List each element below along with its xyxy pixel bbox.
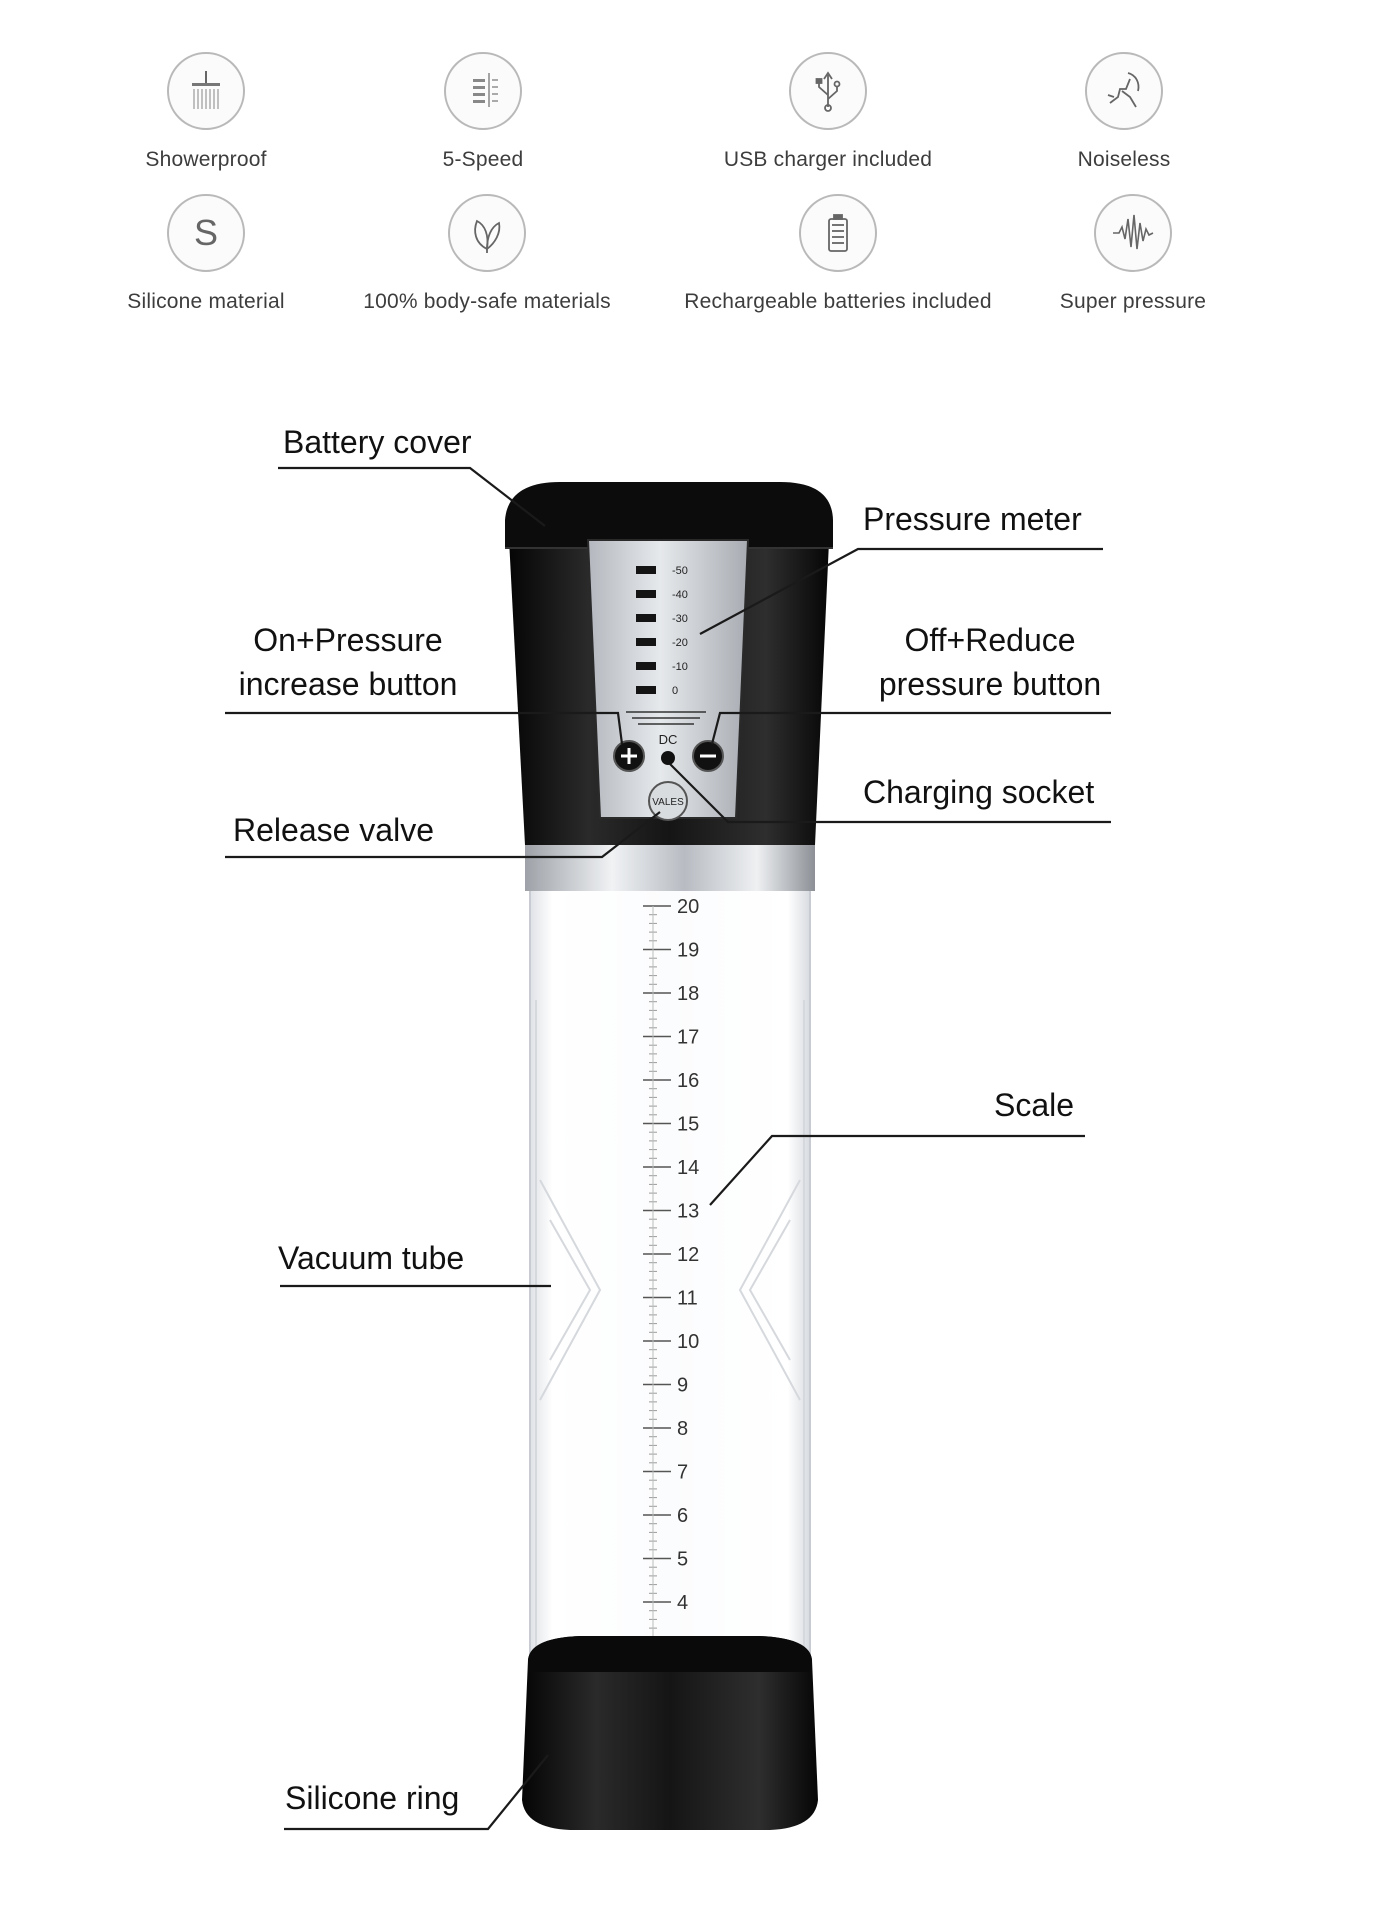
charging-socket[interactable] (661, 751, 675, 765)
svg-text:S: S (193, 212, 219, 253)
callout-charging-socket: Charging socket (863, 774, 1095, 810)
scale-number: 12 (677, 1244, 700, 1266)
scale-number: 19 (677, 939, 700, 962)
meter-label: -40 (672, 589, 688, 601)
meter-bar (636, 686, 656, 694)
feature-label: 100% body-safe materials (363, 290, 611, 313)
scale-number: 4 (677, 1592, 689, 1614)
callout-release-valve: Release valve (233, 812, 434, 848)
scale-number: 15 (677, 1113, 700, 1136)
callout-on-pressure (230, 618, 466, 706)
release-valve[interactable] (649, 782, 687, 820)
meter-bar (636, 590, 656, 598)
scale-number: 11 (677, 1287, 698, 1310)
scale-number: 20 (677, 896, 700, 918)
scale-number: 14 (677, 1157, 700, 1179)
silicone-ring-shape (522, 1636, 818, 1830)
scale-number: 18 (677, 983, 700, 1005)
scale-number: 17 (677, 1026, 700, 1049)
feature-label: Super pressure (1059, 290, 1207, 313)
callout-silicone-ring: Silicone ring (285, 1780, 460, 1816)
scale-number: 10 (677, 1331, 700, 1353)
scale-number: 8 (677, 1418, 689, 1440)
meter-label: -20 (672, 637, 688, 649)
meter-bar (636, 662, 656, 670)
leader-battery-cover (278, 468, 545, 526)
feature-label: Rechargeable batteries included (684, 290, 992, 313)
metal-ring (525, 845, 815, 891)
callout-on-pressure-line2: increase button (238, 666, 458, 702)
minus-button[interactable] (693, 741, 723, 771)
scale-number: 9 (677, 1374, 689, 1397)
callout-on-pressure-line1: On+Pressure (253, 622, 443, 658)
scale-number: 16 (677, 1070, 700, 1092)
callout-off-reduce-line2: pressure button (878, 666, 1102, 702)
callout-battery-cover: Battery cover (283, 424, 472, 460)
meter-bar (636, 566, 656, 574)
meter-bar (636, 614, 656, 622)
plus-button[interactable] (614, 741, 644, 771)
vacuum-tube (530, 888, 810, 1678)
callout-scale: Scale (994, 1087, 1075, 1123)
callout-off-reduce (870, 618, 1110, 706)
dc-label: DC (658, 732, 678, 747)
feature-label: Showerproof (145, 148, 267, 171)
meter-label: -50 (672, 565, 688, 577)
scale-number: 6 (677, 1505, 689, 1527)
valve-label: VALES (652, 797, 684, 808)
meter-label: -10 (672, 661, 688, 673)
scale-number: 13 (677, 1200, 700, 1223)
callout-pressure-meter: Pressure meter (863, 501, 1082, 537)
feature-label: Silicone material (127, 290, 285, 313)
feature-label: Noiseless (1077, 148, 1171, 171)
callout-off-reduce-line1: Off+Reduce (904, 622, 1076, 658)
scale-number: 7 (677, 1461, 689, 1484)
scale-number: 5 (677, 1548, 689, 1571)
battery-cover (505, 482, 833, 548)
meter-label: -30 (672, 613, 688, 625)
meter-bar (636, 638, 656, 646)
control-panel (588, 540, 748, 818)
meter-label: 0 (672, 685, 679, 697)
feature-label: 5-Speed (442, 148, 524, 171)
callout-vacuum-tube: Vacuum tube (278, 1240, 465, 1276)
feature-label: USB charger included (723, 148, 933, 171)
